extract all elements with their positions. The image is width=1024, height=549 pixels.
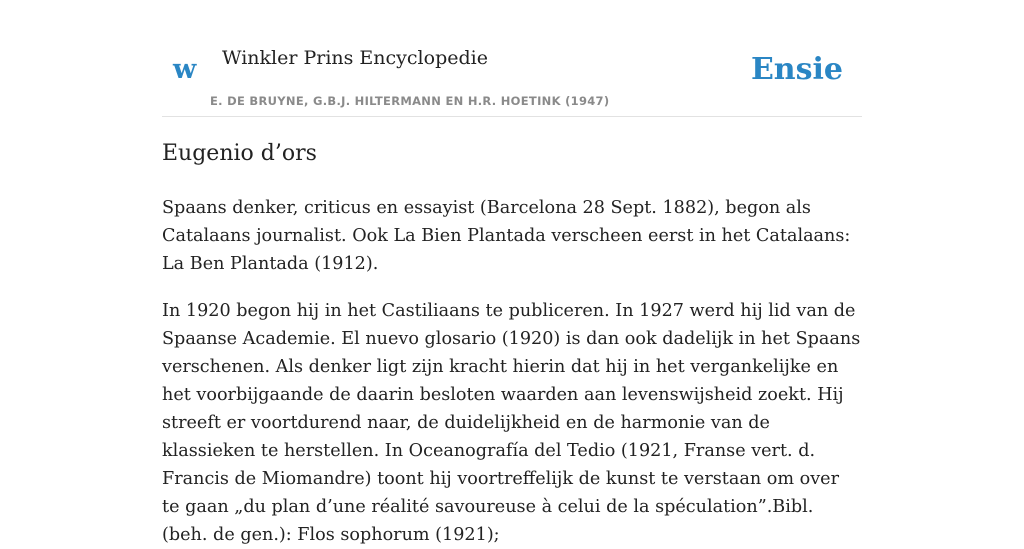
article-title: Eugenio d’ors: [162, 141, 317, 166]
brand-logo[interactable]: Ensie: [750, 52, 843, 87]
site-subtitle: E. DE BRUYNE, G.B.J. HILTERMANN EN H.R. HOETINK (1947): [210, 94, 610, 108]
site-header: [162, 0, 862, 117]
article-paragraph: In 1920 begon hij in het Castiliaans te publiceren. In 1927 werd hij lid van de Spaanse Academie. El nuevo glosario (1920) is dan ook dadelijk in het Spaans verschenen. Als denker ligt zijn kracht hierin dat hij in het vergankelijke en het voorbijgaande de daarin besloten waarden aan levenswijsheid zoekt. Hij streeft er voortdurend naar, de duidelijkheid en de harmonie van de klassieken te herstellen. In Oceanografía del Tedio (1921, Franse vert. d. Francis de Miomandre) toont hij voortreffelijk de kunst te verstaan om over te gaan „du plan d’une réalité savoureuse à celui de la spéculation”.Bibl. (beh. de gen.): Flos sophorum (1921);: [162, 301, 861, 545]
site-title[interactable]: Winkler Prins Encyclopedie: [222, 47, 488, 69]
logo-icon[interactable]: w: [173, 54, 197, 85]
article-paragraph: Spaans denker, criticus en essayist (Barcelona 28 Sept. 1882), begon als Catalaans journalist. Ook La Bien Plantada verscheen eerst in het Catalaans: La Ben Plantada (1912).: [162, 198, 851, 274]
article: [162, 138, 862, 549]
